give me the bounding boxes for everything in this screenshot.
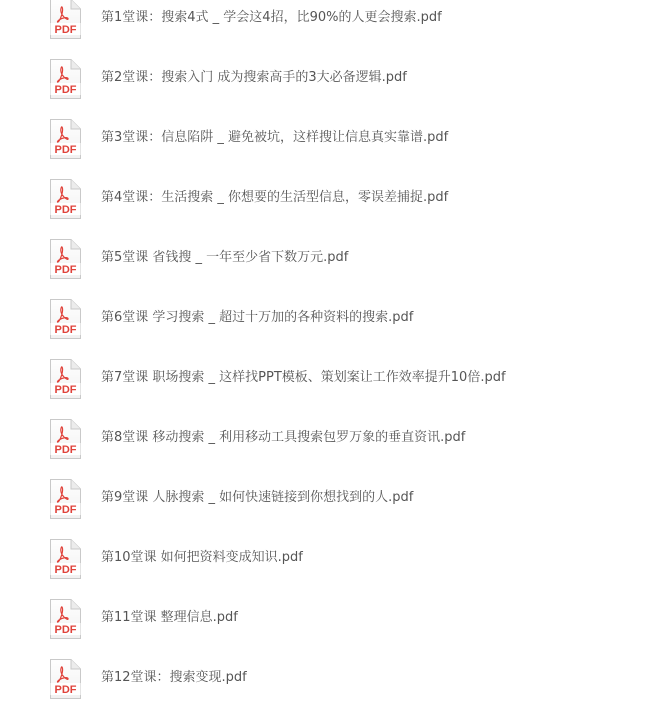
file-name-label: 第6堂课 学习搜索 _ 超过十万加的各种资料的搜索.pdf — [101, 310, 414, 325]
file-name-label: 第7堂课 职场搜索 _ 这样找PPT模板、策划案让工作效率提升10倍.pdf — [101, 370, 506, 385]
file-name-label: 第12堂课：搜索变现.pdf — [101, 670, 247, 685]
svg-text:PDF: PDF — [54, 264, 77, 276]
svg-text:PDF: PDF — [54, 684, 77, 696]
file-list-item-10[interactable] — [0, 539, 649, 599]
svg-text:PDF: PDF — [54, 384, 77, 396]
file-name-label: 第2堂课：搜索入门 成为搜索高手的3大必备逻辑.pdf — [101, 70, 407, 85]
svg-text:PDF: PDF — [54, 324, 77, 336]
svg-text:PDF: PDF — [54, 144, 77, 156]
file-list-item-11[interactable] — [0, 599, 649, 659]
pdf-file-icon — [48, 419, 81, 459]
pdf-file-icon — [48, 359, 81, 399]
pdf-file-icon — [48, 0, 81, 39]
pdf-file-icon — [48, 659, 81, 699]
file-name-label: 第9堂课 人脉搜索 _ 如何快速链接到你想找到的人.pdf — [101, 490, 414, 505]
file-name-label: 第1堂课：搜索4式 _ 学会这4招，比90%的人更会搜索.pdf — [101, 10, 442, 25]
file-list-item-3[interactable] — [0, 119, 649, 179]
file-list-item-12[interactable] — [0, 659, 649, 719]
pdf-file-icon — [48, 179, 81, 219]
svg-text:PDF: PDF — [54, 564, 77, 576]
file-name-label: 第4堂课：生活搜索 _ 你想要的生活型信息，零误差捕捉.pdf — [101, 190, 449, 205]
file-list-item-5[interactable] — [0, 239, 649, 299]
file-list-item-2[interactable] — [0, 59, 649, 119]
pdf-file-icon — [48, 299, 81, 339]
pdf-file-icon — [48, 479, 81, 519]
file-name-label: 第11堂课 整理信息.pdf — [101, 610, 238, 625]
svg-text:PDF: PDF — [54, 204, 77, 216]
file-list-item-1[interactable] — [0, 0, 649, 59]
pdf-file-icon — [48, 539, 81, 579]
svg-text:PDF: PDF — [54, 624, 77, 636]
svg-text:PDF: PDF — [54, 24, 77, 36]
file-name-label: 第5堂课 省钱搜 _ 一年至少省下数万元.pdf — [101, 250, 349, 265]
file-name-label: 第8堂课 移动搜索 _ 利用移动工具搜索包罗万象的垂直资讯.pdf — [101, 430, 466, 445]
file-list-item-7[interactable] — [0, 359, 649, 419]
pdf-file-icon — [48, 59, 81, 99]
svg-text:PDF: PDF — [54, 444, 77, 456]
file-list-item-6[interactable] — [0, 299, 649, 359]
file-list-item-8[interactable] — [0, 419, 649, 479]
svg-text:PDF: PDF — [54, 84, 77, 96]
pdf-file-icon — [48, 119, 81, 159]
pdf-file-icon — [48, 239, 81, 279]
file-list-item-9[interactable] — [0, 479, 649, 539]
file-name-label: 第3堂课：信息陷阱 _ 避免被坑，这样搜让信息真实靠谱.pdf — [101, 130, 449, 145]
file-name-label: 第10堂课 如何把资料变成知识.pdf — [101, 550, 303, 565]
svg-text:PDF: PDF — [54, 504, 77, 516]
file-list-item-4[interactable] — [0, 179, 649, 239]
pdf-file-icon — [48, 599, 81, 639]
